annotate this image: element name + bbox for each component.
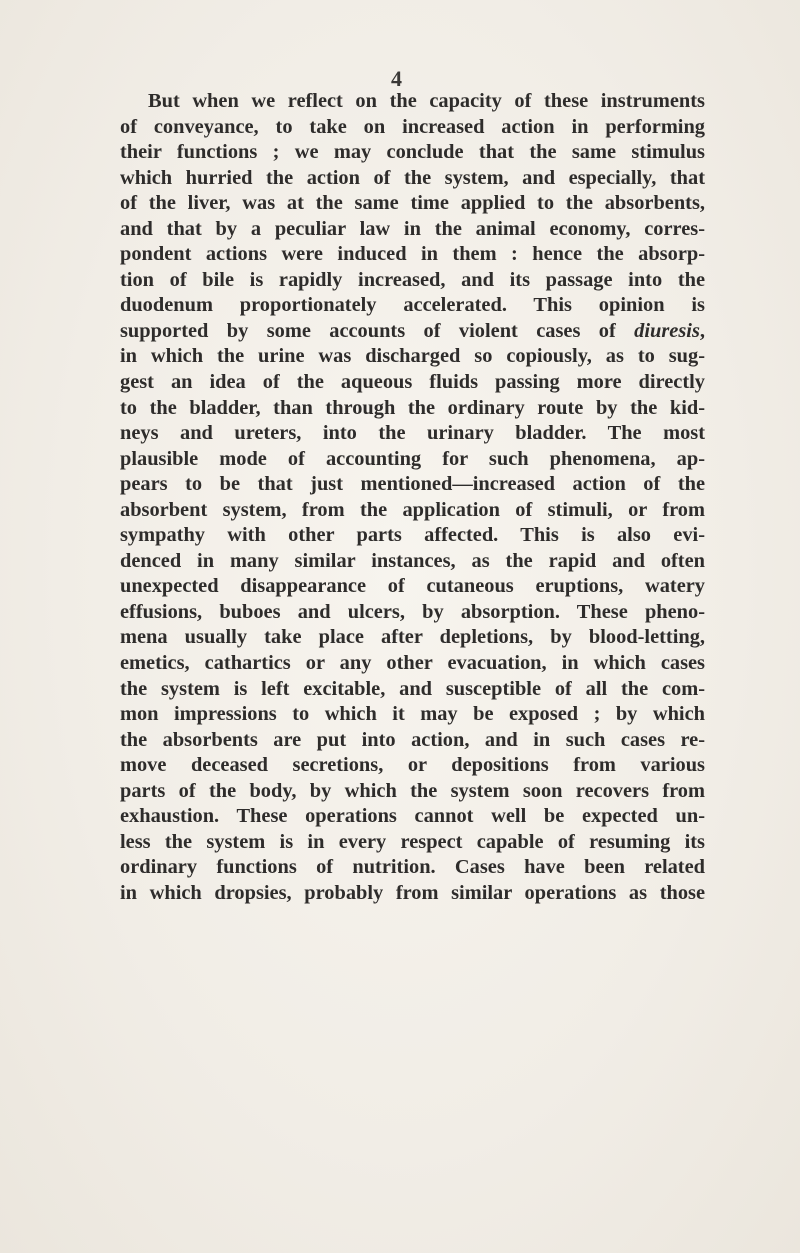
text-line: gest an idea of the aqueous fluids passing more directly — [120, 371, 705, 394]
body-text — [120, 89, 705, 907]
text-line: neys and ureters, into the urinary bladder. The most — [120, 422, 705, 445]
text-line: parts of the body, by which the system soon recovers from — [120, 779, 705, 802]
text-line: plausible mode of accounting for such phenomena, ap- — [120, 447, 705, 470]
text-line: pears to be that just mentioned—increased action of the — [120, 473, 705, 496]
text-line: in which the urine was discharged so copiously, as to sug- — [120, 345, 705, 368]
italic-term: diuresis — [634, 319, 700, 342]
text-line: move deceased secretions, or depositions from various — [120, 754, 705, 777]
text-line: of the liver, was at the same time applied to the absorbents, — [120, 192, 705, 215]
text-line: pondent actions were induced in them : hence the absorp- — [120, 243, 705, 266]
text-line: absorbent system, from the application of stimuli, or from — [120, 498, 705, 521]
text-line: the absorbents are put into action, and in such cases re- — [120, 728, 705, 751]
text-line: ordinary functions of nutrition. Cases have been related — [120, 856, 705, 879]
text-line: denced in many similar instances, as the rapid and often — [120, 549, 705, 572]
text-line: unexpected disappearance of cutaneous eruptions, watery — [120, 575, 705, 598]
text-line: duodenum proportionately accelerated. This opinion is — [120, 294, 705, 317]
text-line: the system is left excitable, and susceptible of all the com- — [120, 677, 705, 700]
text-line: and that by a peculiar law in the animal economy, corres- — [120, 217, 705, 240]
text-line: tion of bile is rapidly increased, and its passage into the — [120, 268, 705, 291]
text-line: to the bladder, than through the ordinary route by the kid- — [120, 396, 705, 419]
text-line: sympathy with other parts affected. This is also evi- — [120, 524, 705, 547]
text-line: supported by some accounts of violent cases of diuresis, — [120, 319, 705, 342]
text-line: which hurried the action of the system, and especially, that — [120, 166, 705, 189]
text-line: emetics, cathartics or any other evacuation, in which cases — [120, 652, 705, 675]
text-line: effusions, buboes and ulcers, by absorption. These pheno- — [120, 600, 705, 623]
text-line: of conveyance, to take on increased action in performing — [120, 115, 705, 138]
text-line: in which dropsies, probably from similar operations as those — [120, 881, 705, 904]
text-line: But when we reflect on the capacity of these instruments — [148, 90, 705, 112]
page-number: 4 — [391, 66, 402, 91]
text-line: exhaustion. These operations cannot well be expected un- — [120, 805, 705, 828]
text-line: mon impressions to which it may be exposed ; by which — [120, 703, 705, 726]
text-line: their functions ; we may conclude that the same stimulus — [120, 141, 705, 164]
text-line: mena usually take place after depletions, by blood-letting, — [120, 626, 705, 649]
text-line: less the system is in every respect capable of resuming its — [120, 830, 705, 853]
